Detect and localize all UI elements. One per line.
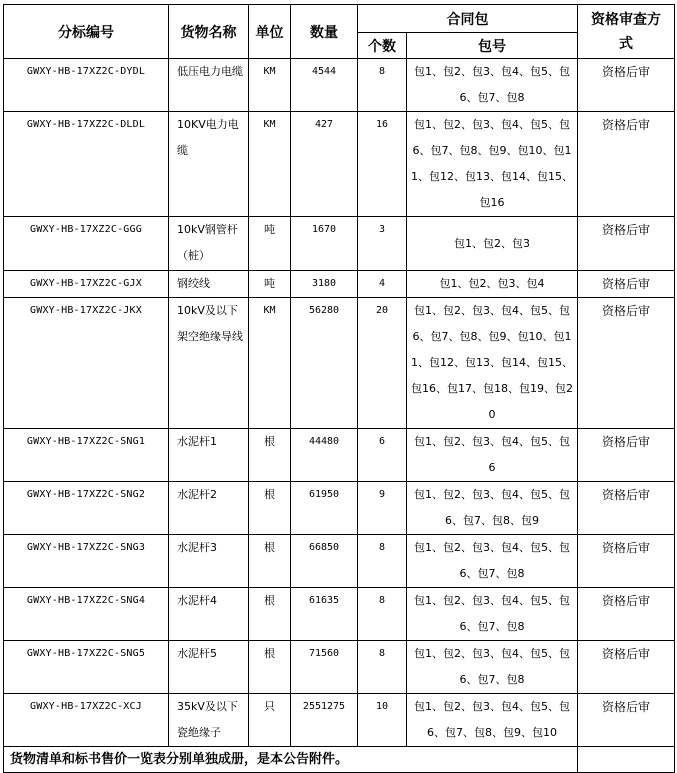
review-method-cell: 资格后审 [578, 217, 675, 271]
package-count-cell: 10 [358, 694, 407, 747]
unit-cell: 吨 [249, 271, 291, 298]
quantity-cell: 3180 [291, 271, 358, 298]
package-count-cell: 20 [358, 298, 407, 429]
package-list-cell: 包1、包2、包3、包4、包5、包6、包7、包8、包9 [407, 482, 578, 535]
goods-name-cell: 水泥杆5 [169, 641, 249, 694]
unit-cell: 根 [249, 588, 291, 641]
unit-cell: KM [249, 298, 291, 429]
table-row [4, 429, 675, 482]
package-count-cell: 9 [358, 482, 407, 535]
package-count-cell: 8 [358, 535, 407, 588]
goods-name-cell: 10KV电力电缆 [169, 112, 249, 217]
table-row [4, 271, 675, 298]
quantity-cell: 4544 [291, 59, 358, 112]
unit-cell: 根 [249, 641, 291, 694]
package-list-cell: 包1、包2、包3、包4、包5、包6、包7、包8、包9、包10、包11、包12、包13、包14、包15、包16、包17、包18、包19、包20 [407, 298, 578, 429]
header-qty: 数量 [291, 5, 358, 59]
table-row [4, 112, 675, 217]
table-row [4, 59, 675, 112]
package-list-cell: 包1、包2、包3、包4、包5、包6 [407, 429, 578, 482]
unit-cell: 只 [249, 694, 291, 747]
unit-cell: KM [249, 59, 291, 112]
quantity-cell: 71560 [291, 641, 358, 694]
quantity-cell: 66850 [291, 535, 358, 588]
package-count-cell: 8 [358, 588, 407, 641]
quantity-cell: 44480 [291, 429, 358, 482]
package-list-cell: 包1、包2、包3、包4、包5、包6、包7、包8 [407, 588, 578, 641]
subtender-code-cell: GWXY-HB-17XZ2C-GGG [4, 217, 169, 271]
review-method-cell: 资格后审 [578, 59, 675, 112]
unit-cell: 根 [249, 482, 291, 535]
table-row [4, 482, 675, 535]
table-row [4, 298, 675, 429]
package-list-cell: 包1、包2、包3、包4、包5、包6、包7、包8、包9、包10 [407, 694, 578, 747]
subtender-code-cell: GWXY-HB-17XZ2C-GJX [4, 271, 169, 298]
goods-name-cell: 水泥杆1 [169, 429, 249, 482]
quantity-cell: 61635 [291, 588, 358, 641]
table-row [4, 694, 675, 747]
package-list-cell: 包1、包2、包3、包4、包5、包6、包7、包8 [407, 535, 578, 588]
table-row [4, 641, 675, 694]
review-method-cell: 资格后审 [578, 429, 675, 482]
subtender-code-cell: GWXY-HB-17XZ2C-JKX [4, 298, 169, 429]
review-method-cell: 资格后审 [578, 112, 675, 217]
review-method-cell: 资格后审 [578, 482, 675, 535]
table-row [4, 588, 675, 641]
footer-note: 货物清单和标书售价一览表分别单独成册，是本公告附件。 [4, 747, 578, 773]
header-review: 资格审查方式 [578, 5, 675, 59]
quantity-cell: 56280 [291, 298, 358, 429]
quantity-cell: 2551275 [291, 694, 358, 747]
review-method-cell: 资格后审 [578, 298, 675, 429]
review-method-cell: 资格后审 [578, 694, 675, 747]
subtender-code-cell: GWXY-HB-17XZ2C-SNG2 [4, 482, 169, 535]
subtender-code-cell: GWXY-HB-17XZ2C-SNG4 [4, 588, 169, 641]
table-row [4, 217, 675, 271]
footer-empty-cell [578, 747, 675, 773]
package-count-cell: 8 [358, 641, 407, 694]
header-name: 货物名称 [169, 5, 249, 59]
procurement-table [3, 4, 675, 773]
header-code: 分标编号 [4, 5, 169, 59]
package-list-cell: 包1、包2、包3、包4 [407, 271, 578, 298]
package-list-cell: 包1、包2、包3 [407, 217, 578, 271]
quantity-cell: 61950 [291, 482, 358, 535]
subtender-code-cell: GWXY-HB-17XZ2C-DLDL [4, 112, 169, 217]
package-list-cell: 包1、包2、包3、包4、包5、包6、包7、包8 [407, 641, 578, 694]
goods-name-cell: 35kV及以下瓷绝缘子 [169, 694, 249, 747]
subtender-code-cell: GWXY-HB-17XZ2C-XCJ [4, 694, 169, 747]
subtender-code-cell: GWXY-HB-17XZ2C-SNG3 [4, 535, 169, 588]
goods-name-cell: 10kV及以下架空绝缘导线 [169, 298, 249, 429]
quantity-cell: 427 [291, 112, 358, 217]
table-row [4, 535, 675, 588]
header-unit: 单位 [249, 5, 291, 59]
goods-name-cell: 钢绞线 [169, 271, 249, 298]
subtender-code-cell: GWXY-HB-17XZ2C-DYDL [4, 59, 169, 112]
package-count-cell: 6 [358, 429, 407, 482]
review-method-cell: 资格后审 [578, 271, 675, 298]
unit-cell: 根 [249, 429, 291, 482]
review-method-cell: 资格后审 [578, 641, 675, 694]
review-method-cell: 资格后审 [578, 535, 675, 588]
goods-name-cell: 低压电力电缆 [169, 59, 249, 112]
goods-name-cell: 水泥杆3 [169, 535, 249, 588]
unit-cell: 吨 [249, 217, 291, 271]
goods-name-cell: 10kV钢管杆（桩） [169, 217, 249, 271]
package-list-cell: 包1、包2、包3、包4、包5、包6、包7、包8 [407, 59, 578, 112]
goods-name-cell: 水泥杆2 [169, 482, 249, 535]
review-method-cell: 资格后审 [578, 588, 675, 641]
header-count: 个数 [358, 33, 407, 59]
package-list-cell: 包1、包2、包3、包4、包5、包6、包7、包8、包9、包10、包11、包12、包13、包14、包15、包16 [407, 112, 578, 217]
package-count-cell: 4 [358, 271, 407, 298]
goods-name-cell: 水泥杆4 [169, 588, 249, 641]
package-count-cell: 8 [358, 59, 407, 112]
header-contract: 合同包 [358, 5, 578, 33]
unit-cell: 根 [249, 535, 291, 588]
package-count-cell: 16 [358, 112, 407, 217]
subtender-code-cell: GWXY-HB-17XZ2C-SNG5 [4, 641, 169, 694]
subtender-code-cell: GWXY-HB-17XZ2C-SNG1 [4, 429, 169, 482]
package-count-cell: 3 [358, 217, 407, 271]
unit-cell: KM [249, 112, 291, 217]
header-packages: 包号 [407, 33, 578, 59]
quantity-cell: 1670 [291, 217, 358, 271]
